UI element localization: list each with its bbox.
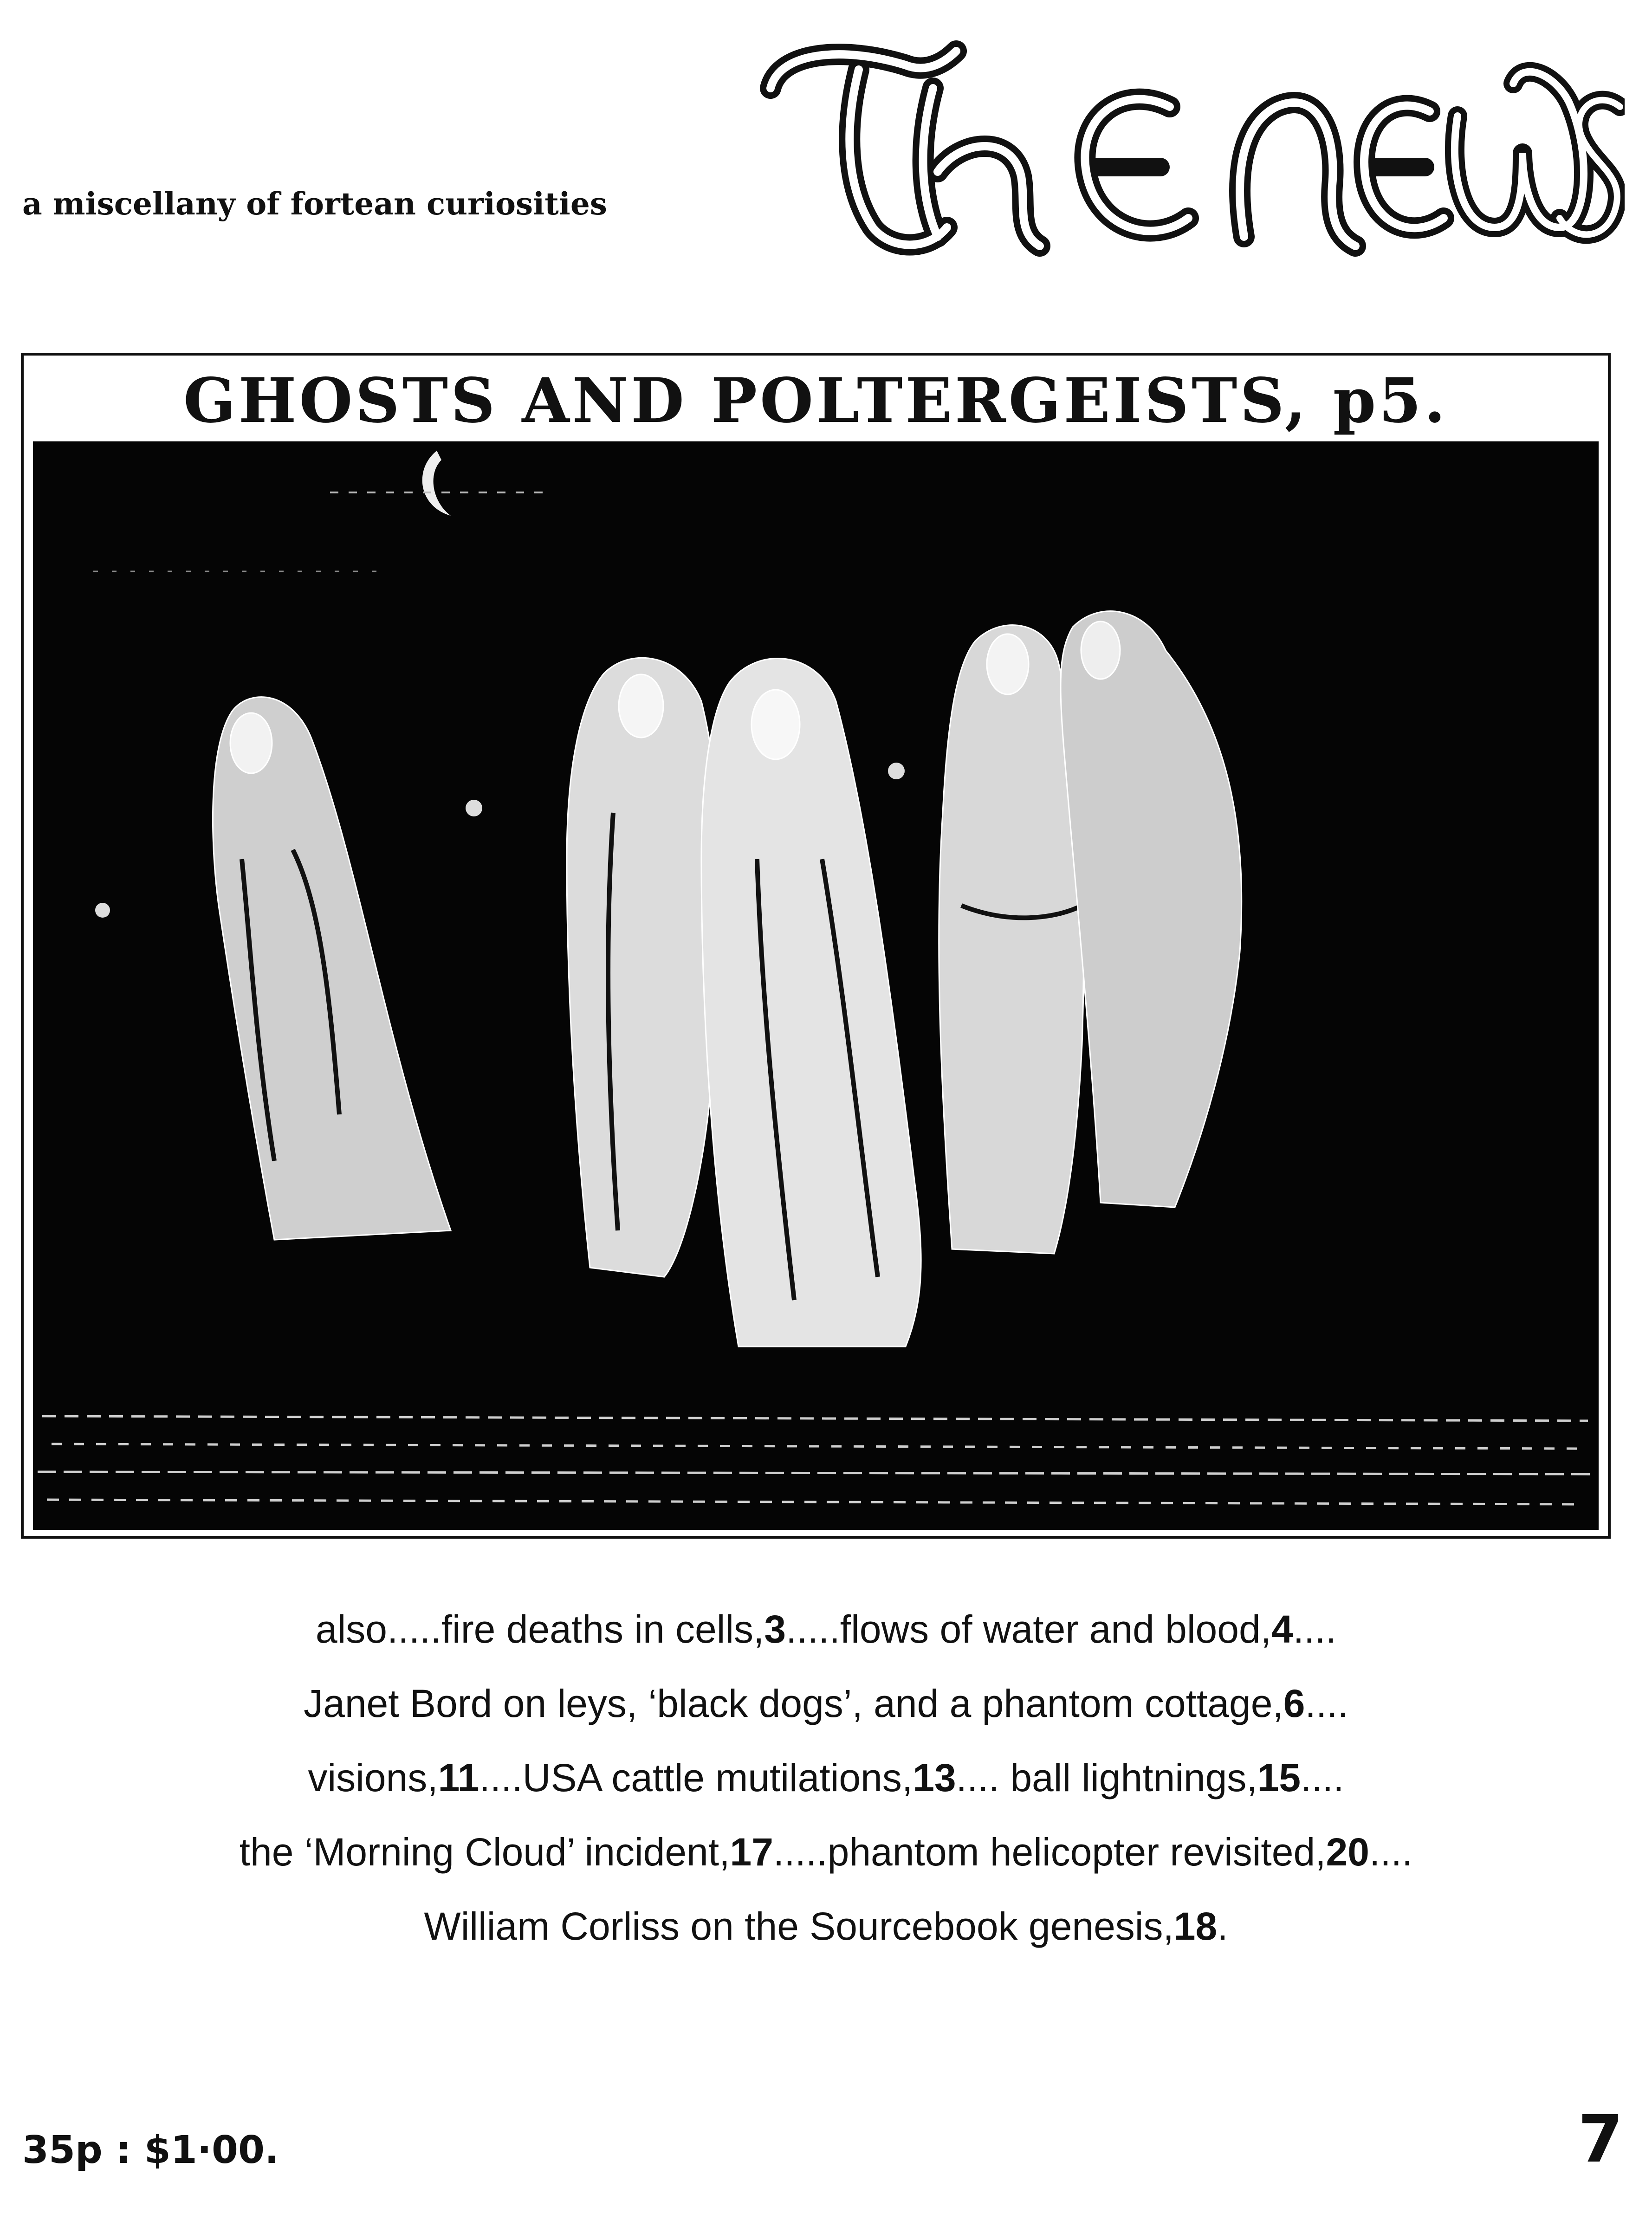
page-number: 4 (1271, 1607, 1293, 1651)
cover-price: 35p : $1·00. (22, 2128, 279, 2172)
contents-text: .....flows of water and blood, (786, 1607, 1271, 1651)
tagline: a miscellany of fortean curiosities (22, 186, 607, 222)
contents-text: .....phantom helicopter revisited, (773, 1830, 1326, 1874)
contents-text: also.....fire deaths in cells, (315, 1607, 764, 1651)
masthead-logo (752, 32, 1625, 274)
page-number: 18 (1173, 1904, 1218, 1948)
contents-text: .... (1301, 1756, 1344, 1800)
contents-text: ....USA cattle mutilations, (479, 1756, 913, 1800)
page-number: 17 (730, 1830, 773, 1874)
contents-text: Janet Bord on leys, ‘black dogs’, and a phantom cottage, (304, 1682, 1283, 1725)
contents-text: William Corliss on the Sourcebook genesis, (424, 1904, 1174, 1948)
contents-text: . (1217, 1904, 1228, 1948)
contents-text: .... ball lightnings, (956, 1756, 1257, 1800)
page-number: 3 (764, 1607, 786, 1651)
contents-line (0, 1741, 1652, 1815)
page-number: 20 (1326, 1830, 1369, 1874)
contents-line (0, 1666, 1652, 1741)
contents-text: .... (1305, 1682, 1348, 1725)
page-number: 6 (1283, 1682, 1305, 1725)
page-number: 13 (913, 1756, 956, 1800)
cover-story-box (21, 353, 1611, 1539)
contents-line (0, 1815, 1652, 1889)
ghost-procession-illustration (33, 441, 1599, 1530)
page-number: 15 (1257, 1756, 1301, 1800)
contents-text: .... (1369, 1830, 1413, 1874)
issue-number: 7 (1578, 2102, 1623, 2177)
cover-headline: GHOSTS AND POLTERGEISTS, p5. (183, 365, 1448, 437)
page-number: 11 (438, 1756, 479, 1800)
contents-listing (0, 1592, 1652, 1963)
contents-text: visions, (308, 1756, 438, 1800)
ghost-figure (567, 658, 720, 1277)
contents-line (0, 1592, 1652, 1666)
contents-text: .... (1293, 1607, 1337, 1651)
contents-text: the ‘Morning Cloud’ incident, (239, 1830, 730, 1874)
contents-line (0, 1889, 1652, 1963)
